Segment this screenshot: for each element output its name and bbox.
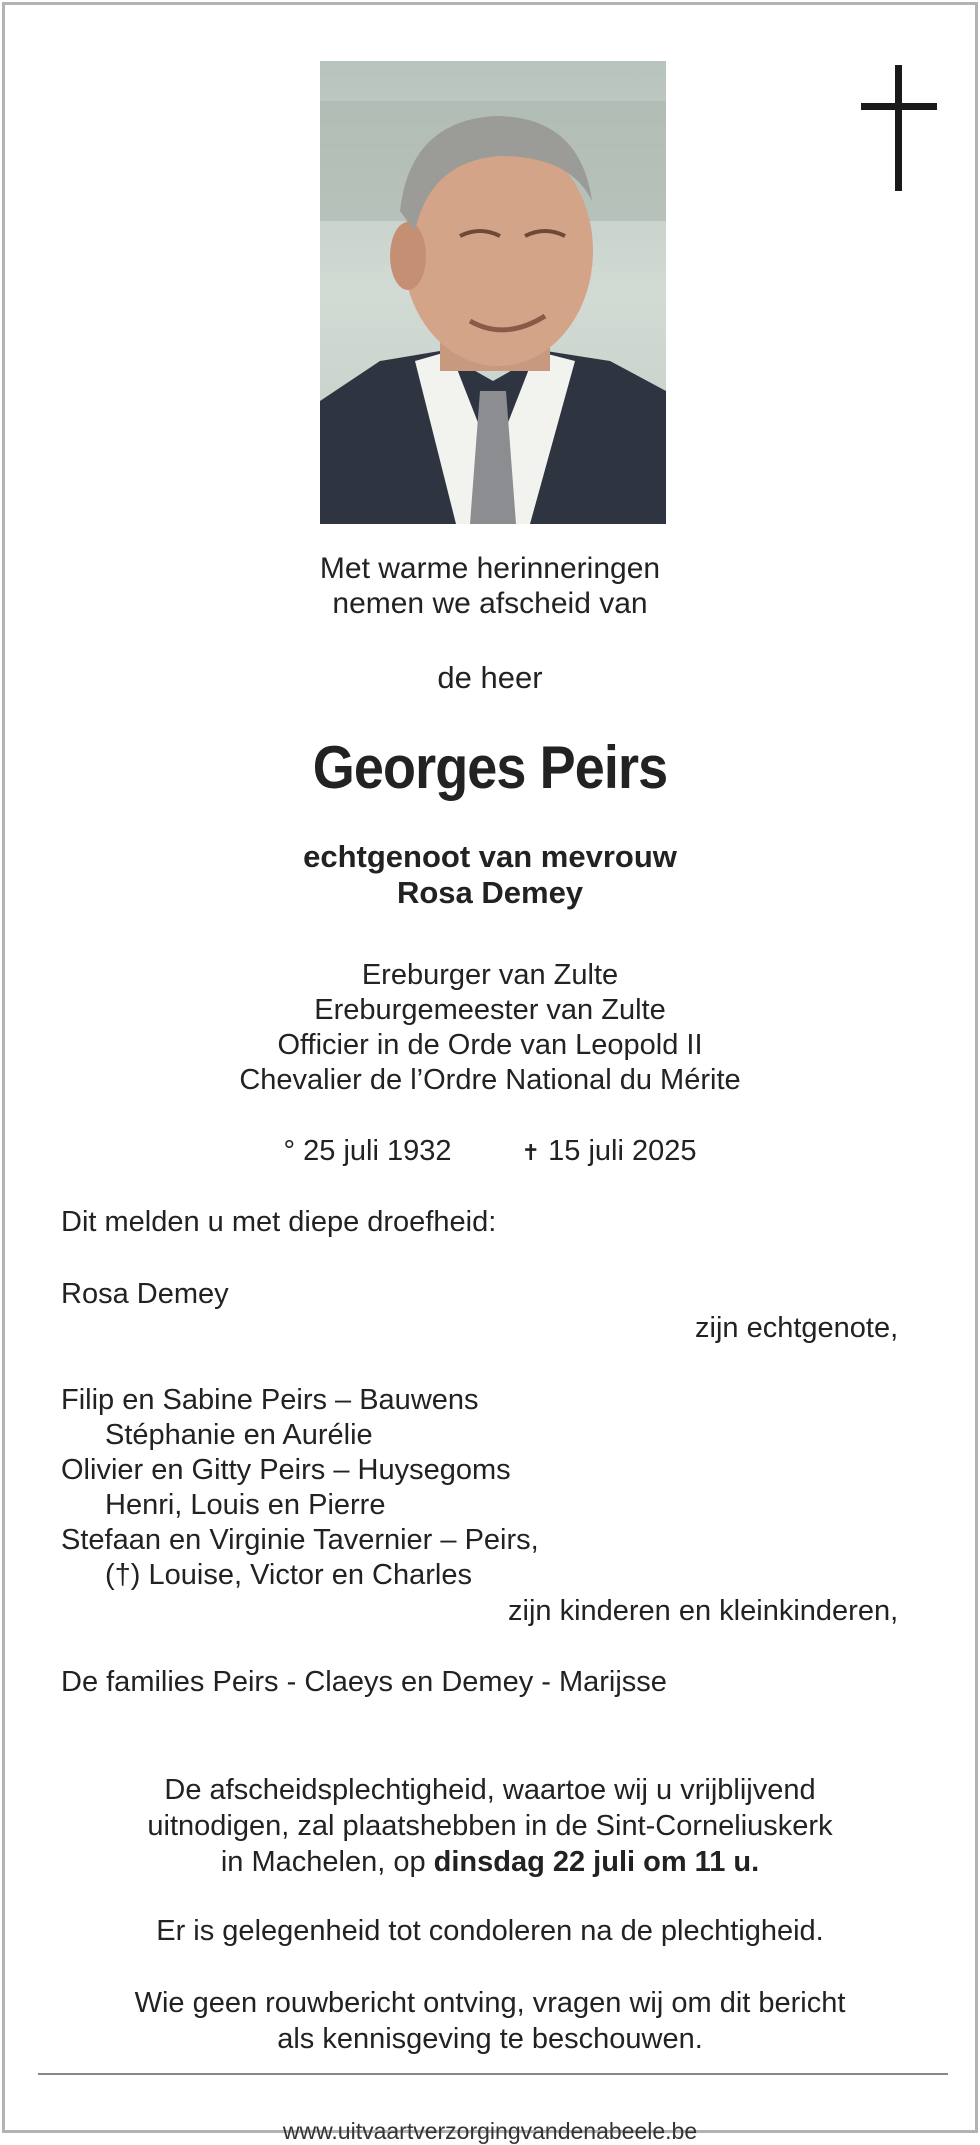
birth-date: ° 25 juli 1932 [283, 1135, 452, 1167]
list-item: (†) Louise, Victor en Charles [105, 1559, 472, 1591]
honor-item: Chevalier de l’Ordre National du Mérite [239, 1064, 741, 1096]
death-cross-icon: ✝ [521, 1140, 541, 1165]
honor-item: Officier in de Orde van Leopold II [277, 1029, 703, 1061]
honors-list [5, 958, 975, 1098]
ceremony-info: De afscheidsplechtigheid, waartoe wij u vrijblijvend uitnodigen, zal plaatshebben in de Sint-Corneliuskerk in Machelen, op dinsdag 22 juli om 11 u. [147, 1774, 833, 1878]
cross-icon [861, 65, 937, 191]
list-item: Filip en Sabine Peirs – Bauwens [61, 1384, 479, 1416]
list-item: Stéphanie en Aurélie [105, 1419, 373, 1451]
footer-divider [38, 2073, 948, 2075]
honor-item: Ereburgemeester van Zulte [314, 994, 666, 1026]
children-list [61, 1383, 539, 1593]
condolence-note: Er is gelegenheid tot condoleren na de plechtigheid. [156, 1915, 824, 1947]
notice-text: Wie geen rouwbericht ontving, vragen wij om dit bericht als kennisgeving te beschouwen. [134, 1987, 846, 2055]
website-link[interactable]: www.uitvaartverzorgingvandenabeele.be [282, 2118, 698, 2144]
honor-item: Ereburger van Zulte [361, 959, 619, 991]
list-item: Olivier en Gitty Peirs – Huysegoms [61, 1454, 511, 1486]
ceremony-date: dinsdag 22 juli om 11 u. [433, 1846, 760, 1878]
portrait-photo [320, 61, 666, 524]
obituary-card [2, 2, 978, 2144]
life-dates [5, 1135, 975, 1168]
death-date: 15 juli 2025 [548, 1135, 697, 1167]
deceased-name: Georges Peirs [312, 734, 668, 801]
intro-text: Met warme herinneringen nemen we afscheid van [319, 552, 661, 620]
spouse-name: Rosa Demey [61, 1278, 229, 1310]
families-line: De families Peirs - Claeys en Demey - Marijsse [61, 1666, 667, 1698]
spouse-line: echtgenoot van mevrouw Rosa Demey [303, 839, 677, 910]
honorific: de heer [437, 660, 543, 695]
children-label: zijn kinderen en kleinkinderen, [508, 1595, 899, 1627]
spouse-label: zijn echtgenote, [695, 1312, 899, 1344]
family-intro: Dit melden u met diepe droefheid: [61, 1206, 497, 1238]
list-item: Stefaan en Virginie Tavernier – Peirs, [61, 1524, 539, 1556]
list-item: Henri, Louis en Pierre [105, 1489, 386, 1521]
